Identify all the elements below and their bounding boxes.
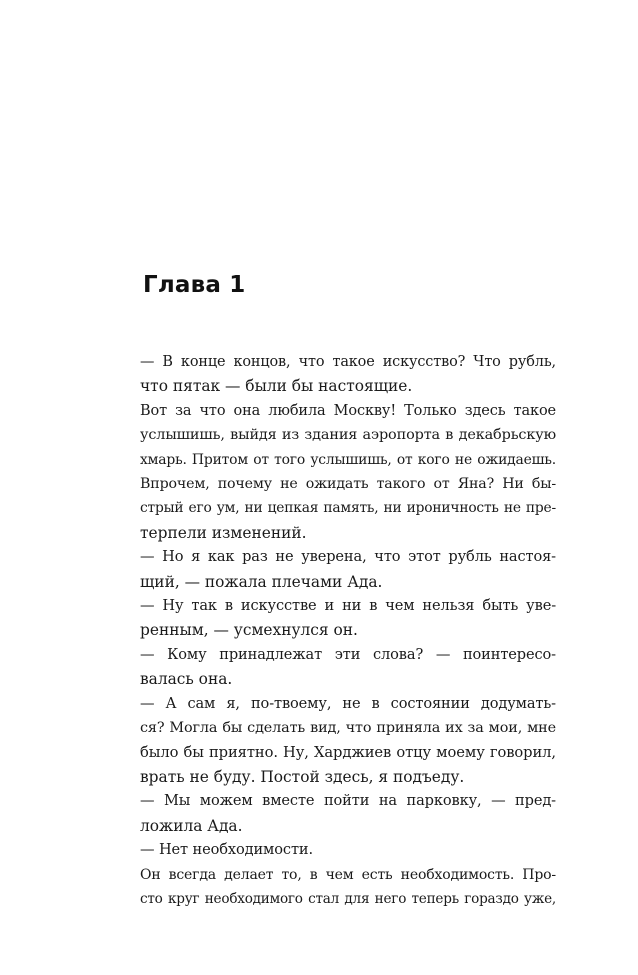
paragraph [116,643,556,692]
text-line: валась она. [140,670,233,689]
paragraph [116,789,556,838]
text-line: было бы приятно. Ну, Харджиев отцу моему говорил, [140,743,556,761]
paragraph [116,399,556,472]
text-line: — Нет необходимости. [140,841,313,859]
text-line: — В конце концов, что такое искусство? Что рубль, [140,354,556,370]
text-line: Он всегда делает то, в чем есть необходимость. Про- [140,866,556,883]
chapter-text [116,350,556,911]
paragraph [116,863,556,912]
text-line: что пятак — были бы настоящие. [140,377,413,396]
text-line: хмарь. Притом от того услышишь, от кого не ожидаешь. [140,451,556,468]
text-line: — Мы можем вместе пойти на парковку, — пред- [140,792,556,810]
text-line: врать не буду. Постой здесь, я подъеду. [140,767,465,786]
text-line: — А сам я, по-твоему, не в состоянии додумать- [140,694,556,712]
paragraph [116,545,556,594]
text-line: терпели изменений. [140,523,307,542]
text-line: услышишь, выйдя из здания аэропорта в декабрьскую [140,427,556,444]
text-line: ложила Ада. [140,816,243,835]
text-line: — Но я как раз не уверена, что этот рубль настоя- [140,548,556,566]
text-line: щий, — пожала плечами Ада. [140,572,383,591]
paragraph [116,692,556,790]
text-line: стрый его ум, ни цепкая память, ни ироничность не пре- [140,500,556,517]
paragraph [116,350,556,399]
text-line: — Ну так в искусстве и ни в чем нельзя быть уве- [140,597,556,615]
text-line: ся? Могла бы сделать вид, что приняла их за мои, мне [140,720,556,737]
paragraph [116,472,556,545]
text-line: Вот за что она любила Москву! Только здесь такое [140,402,556,419]
paragraph [116,594,556,643]
text-line: сто круг необходимого стал для него теперь гораздо уже, [140,890,556,907]
text-line: — Кому принадлежат эти слова? — поинтересо- [140,645,556,663]
text-line: Впрочем, почему не ожидать такого от Яна? Ни бы- [140,476,556,493]
text-line: ренным, — усмехнулся он. [140,621,358,640]
paragraph [116,838,556,862]
chapter-title: Глава 1 [143,272,246,298]
